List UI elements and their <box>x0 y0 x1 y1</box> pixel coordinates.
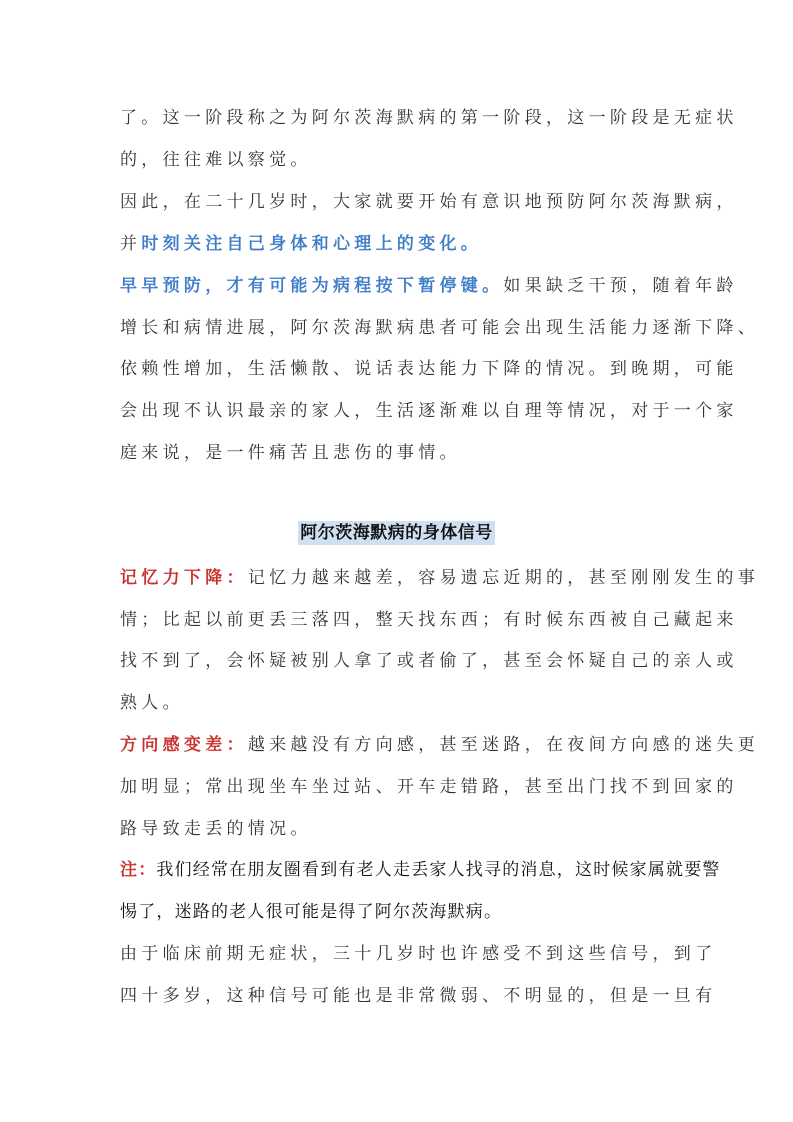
paragraph-1-line-2: 的，往往难以察觉。 <box>120 150 312 170</box>
paragraph-3-line-1 <box>120 274 738 298</box>
final-paragraph-line-1: 由于临床前期无症状，三十几岁时也许感受不到这些信号，到了 <box>120 944 717 964</box>
paragraph-3-line-3: 依赖性增加，生活懒散、说话表达能力下降的情况。到晚期，可能 <box>120 359 738 379</box>
note-line-1 <box>120 858 720 882</box>
paragraph-3-highlight: 早早预防，才有可能为病程按下暂停键。 <box>120 276 504 296</box>
direction-signal-line-3: 路导致走丢的情况。 <box>120 819 312 839</box>
memory-signal-line-1 <box>120 566 760 590</box>
section-heading-wrap <box>0 521 793 545</box>
direction-signal-line-1-rest: 越来越没有方向感，甚至迷路，在夜间方向感的迷失更 <box>247 735 760 755</box>
note-line-1-rest: 我们经常在朋友圈看到有老人走丢家人找寻的消息，这时候家属就要警 <box>156 860 721 880</box>
memory-signal-line-4: 熟人。 <box>120 693 184 713</box>
paragraph-3-line-4: 会出现不认识最亲的家人，生活逐渐难以自理等情况，对于一个家 <box>120 401 738 421</box>
memory-signal-line-2: 情；比起以前更丢三落四，整天找东西；有时候东西被自己藏起来 <box>120 610 738 630</box>
paragraph-3-line-5: 庭来说，是一件痛苦且悲伤的事情。 <box>120 443 461 463</box>
note-line-2: 惕了，迷路的老人很可能是得了阿尔茨海默病。 <box>120 902 503 922</box>
paragraph-2-prefix: 并 <box>120 234 142 254</box>
memory-signal-line-1-rest: 记忆力越来越差，容易遗忘近期的，甚至刚刚发生的事 <box>247 568 760 588</box>
final-paragraph-line-2: 四十多岁，这种信号可能也是非常微弱、不明显的，但是一旦有 <box>120 986 717 1006</box>
memory-signal-label: 记忆力下降： <box>120 568 248 588</box>
paragraph-2-line-1: 因此，在二十几岁时，大家就要开始有意识地预防阿尔茨海默病， <box>120 192 738 212</box>
paragraph-2-line-2 <box>120 232 720 256</box>
note-label: 注： <box>120 860 157 880</box>
direction-signal-line-1 <box>120 733 760 757</box>
section-heading: 阿尔茨海默病的身体信号 <box>300 523 493 543</box>
paragraph-2-highlight: 时刻关注自己身体和心理上的变化。 <box>141 234 483 254</box>
direction-signal-label: 方向感变差： <box>120 735 248 755</box>
paragraph-3-line-1-rest: 如果缺乏干预，随着年龄 <box>503 276 738 296</box>
paragraph-3-line-2: 增长和病情进展，阿尔茨海默病患者可能会出现生活能力逐渐下降、 <box>120 318 759 338</box>
memory-signal-line-3: 找不到了，会怀疑被别人拿了或者偷了，甚至会怀疑自己的亲人或 <box>120 651 738 671</box>
direction-signal-line-2: 加明显；常出现坐车坐过站、开车走错路，甚至出门找不到回家的 <box>120 777 738 797</box>
paragraph-1-line-1: 了。这一阶段称之为阿尔茨海默病的第一阶段，这一阶段是无症状 <box>120 108 738 128</box>
